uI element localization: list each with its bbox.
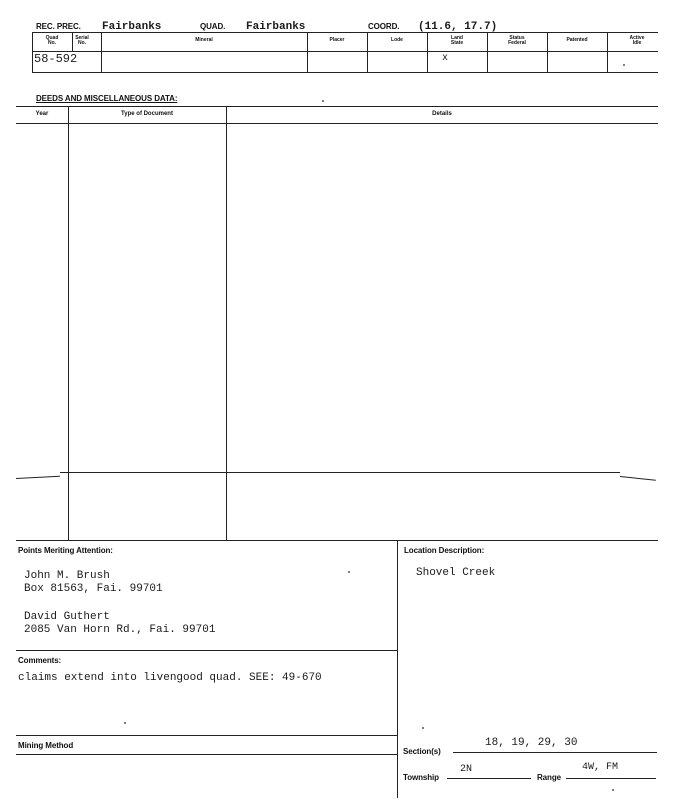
header-rule [32, 32, 658, 33]
township-label: Township [403, 773, 439, 782]
township-underline [447, 778, 531, 779]
col-mineral: Mineral [195, 37, 213, 43]
comments-label: Comments: [18, 656, 62, 665]
deeds-top-rule [16, 106, 658, 107]
scan-speck [322, 100, 324, 102]
location-label: Location Description: [404, 546, 485, 555]
fold-mark [620, 476, 656, 481]
col-type-of-document: Type of Document [121, 111, 173, 117]
sections-value: 18, 19, 29, 30 [485, 737, 578, 749]
comments-text: claims extend into livengood quad. SEE: 49-670 [18, 672, 322, 684]
range-value: 4W, FM [582, 762, 619, 773]
col-lode: Lode [391, 37, 403, 43]
sections-underline [453, 752, 657, 753]
contact-2-address: 2085 Van Horn Rd., Fai. 99701 [24, 624, 216, 636]
col-patented: Patented [566, 37, 588, 43]
deeds-header-rule [16, 123, 658, 124]
quad-value: Fairbanks [246, 21, 306, 33]
fold-mark [16, 476, 60, 479]
quad-label: QUAD. [200, 22, 226, 31]
sections-label: Section(s) [403, 747, 441, 756]
col-details: Details [432, 111, 452, 117]
points-label: Points Meriting Attention: [18, 546, 113, 555]
deeds-title: DEEDS AND MISCELLANEOUS DATA: [36, 94, 178, 103]
scan-speck [124, 722, 126, 724]
fold-line [60, 472, 620, 473]
col-land-status: Land State [450, 35, 464, 46]
quad-no-value: 58-592 [34, 52, 78, 66]
contact-1-address: Box 81563, Fai. 99701 [24, 583, 163, 595]
record-row-rule [32, 72, 658, 73]
bottom-top-rule [16, 540, 658, 541]
scan-speck [623, 64, 625, 66]
range-underline [566, 778, 656, 779]
bottom-divider [397, 540, 398, 798]
coord-value: (11.6, 17.7) [418, 21, 498, 33]
coord-label: COORD. [368, 22, 400, 31]
col-year: Year [35, 111, 49, 117]
col-active-idle: Active Idle [629, 35, 645, 46]
mining-method-rule [16, 735, 397, 736]
col-quad-no: Quad No. [45, 35, 59, 46]
column-header-rule [32, 51, 658, 52]
mining-method-field-rule [16, 754, 397, 755]
township-value: 2N [460, 764, 473, 775]
location-value: Shovel Creek [416, 567, 496, 579]
range-label: Range [537, 773, 561, 782]
col-serial-no: Serial No. [75, 35, 89, 46]
contact-2-name: David Guthert [24, 611, 110, 623]
land-state-mark: x [442, 53, 449, 64]
scan-speck [422, 727, 424, 729]
deeds-type-divider [226, 106, 227, 540]
deeds-year-divider [68, 106, 69, 540]
rec-prec-value: Fairbanks [102, 21, 162, 33]
contact-1-name: John M. Brush [24, 570, 110, 582]
col-placer: Placer [329, 37, 345, 43]
rec-prec-label: REC. PREC. [36, 22, 81, 31]
mining-method-label: Mining Method [18, 741, 74, 750]
scan-speck [348, 571, 350, 573]
comments-rule [16, 650, 397, 651]
scan-speck [612, 789, 614, 791]
col-status-federal: Status Federal [508, 35, 526, 46]
